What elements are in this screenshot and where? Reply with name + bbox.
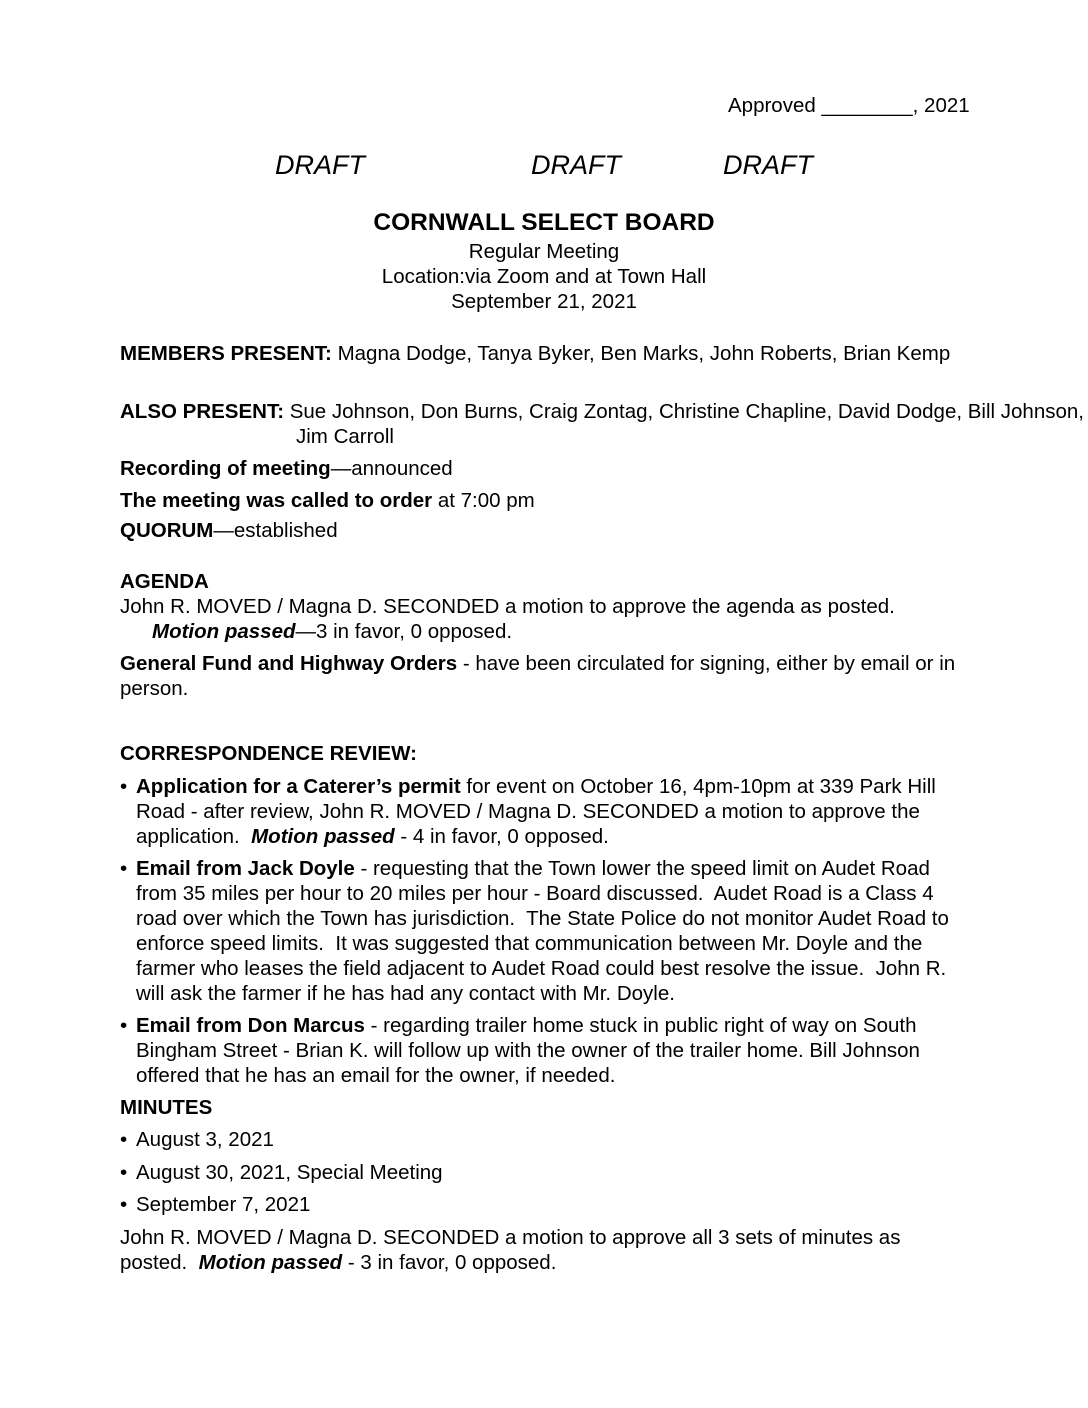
bullet: • bbox=[120, 1128, 128, 1151]
recording-text: —announced bbox=[330, 457, 453, 480]
correspondence-item bbox=[120, 856, 975, 1006]
quorum-line bbox=[120, 518, 980, 543]
motion-passed-label: Motion passed bbox=[152, 620, 296, 643]
correspondence-heading: CORRESPONDENCE REVIEW: bbox=[120, 742, 417, 765]
minutes-motion-text: John R. MOVED / Magna D. SECONDED a motion to approve all 3 sets of minutes as posted. bbox=[120, 1226, 907, 1274]
minutes-item-text: August 3, 2021 bbox=[136, 1128, 274, 1151]
approval-line: Approved ________, 2021 bbox=[728, 94, 970, 117]
bullet: • bbox=[120, 1193, 128, 1216]
also-present bbox=[120, 399, 1088, 449]
quorum-text: —established bbox=[213, 519, 338, 542]
correspondence-item-label: Application for a Caterer’s permit bbox=[136, 775, 461, 798]
minutes-item-text: September 7, 2021 bbox=[136, 1193, 311, 1216]
general-fund-label: General Fund and Highway Orders bbox=[120, 652, 458, 675]
call-to-order-text: at 7:00 pm bbox=[432, 489, 535, 512]
correspondence-item bbox=[120, 1013, 955, 1088]
correspondence-item-text: - requesting that the Town lower the speed limit on Audet Road from 35 miles per hour to 20 miles per hour - Board discussed. Audet Road is a Class 4 road over which the Town has jurisdiction. The State Police do not monitor Audet Road to enforce speed limits. It was suggested that communication between Mr. Doyle and the farmer who leases the field adjacent to Audet Road could best resolve the issue. John R. will ask the farmer if he has had any contact with Mr. Doyle. bbox=[136, 857, 955, 1005]
agenda-motion-result bbox=[120, 619, 1012, 644]
meeting-location: Location:via Zoom and at Town Hall bbox=[381, 265, 707, 288]
members-present bbox=[120, 341, 1088, 366]
meeting-type: Regular Meeting bbox=[468, 240, 620, 263]
agenda-heading: AGENDA bbox=[120, 570, 209, 593]
draft-mark: DRAFT bbox=[723, 150, 813, 180]
bullet: • bbox=[120, 775, 128, 798]
motion-passed-label: Motion passed bbox=[251, 825, 395, 848]
correspondence-item-label: Email from Don Marcus bbox=[136, 1014, 365, 1037]
general-fund-text: - have been circulated for signing, either by email or in person. bbox=[120, 652, 961, 700]
board-title: CORNWALL SELECT BOARD bbox=[373, 209, 715, 236]
also-present-list: Sue Johnson, Don Burns, Craig Zontag, Christine Chapline, David Dodge, Bill Johnson, Jim Carroll bbox=[289, 400, 1084, 448]
meeting-date: September 21, 2021 bbox=[451, 290, 637, 313]
minutes-item bbox=[120, 1160, 980, 1185]
also-present-label: ALSO PRESENT: bbox=[120, 400, 285, 423]
draft-mark: DRAFT bbox=[531, 150, 621, 180]
call-to-order-line bbox=[120, 488, 980, 513]
minutes-item-text: August 30, 2021, Special Meeting bbox=[136, 1161, 443, 1184]
bullet: • bbox=[120, 857, 128, 880]
bullet: • bbox=[120, 1014, 128, 1037]
motion-passed-text: - 4 in favor, 0 opposed. bbox=[394, 825, 609, 848]
members-present-list: Magna Dodge, Tanya Byker, Ben Marks, John Roberts, Brian Kemp bbox=[337, 342, 951, 365]
correspondence-item-label: Email from Jack Doyle bbox=[136, 857, 355, 880]
bullet: • bbox=[120, 1161, 128, 1184]
agenda-motion: John R. MOVED / Magna D. SECONDED a motion to approve the agenda as posted. bbox=[120, 595, 895, 618]
correspondence-item bbox=[120, 774, 975, 849]
draft-mark: DRAFT bbox=[275, 150, 365, 180]
recording-line bbox=[120, 456, 980, 481]
motion-passed-text: - 3 in favor, 0 opposed. bbox=[342, 1251, 557, 1274]
quorum-label: QUORUM bbox=[120, 519, 214, 542]
members-present-label: MEMBERS PRESENT: bbox=[120, 342, 332, 365]
motion-passed-text: —3 in favor, 0 opposed. bbox=[295, 620, 513, 643]
recording-label: Recording of meeting bbox=[120, 457, 331, 480]
minutes-heading: MINUTES bbox=[120, 1096, 213, 1119]
correspondence-item-text: - regarding trailer home stuck in public right of way on South Bingham Street - Brian K. will follow up with the owner of the trailer home. Bill Johnson offered that he has an email for the owner, if needed. bbox=[136, 1014, 926, 1087]
general-fund-orders bbox=[120, 651, 975, 701]
minutes-item bbox=[120, 1192, 980, 1217]
motion-passed-label: Motion passed bbox=[198, 1251, 343, 1274]
call-to-order-label: The meeting was called to order bbox=[120, 489, 433, 512]
correspondence-item-text: for event on October 16, 4pm-10pm at 339 Park Hill Road - after review, John R. MOVED / Magna D. SECONDED a motion to approve the application. bbox=[136, 775, 942, 848]
minutes-motion bbox=[120, 1225, 950, 1275]
minutes-item bbox=[120, 1127, 980, 1152]
